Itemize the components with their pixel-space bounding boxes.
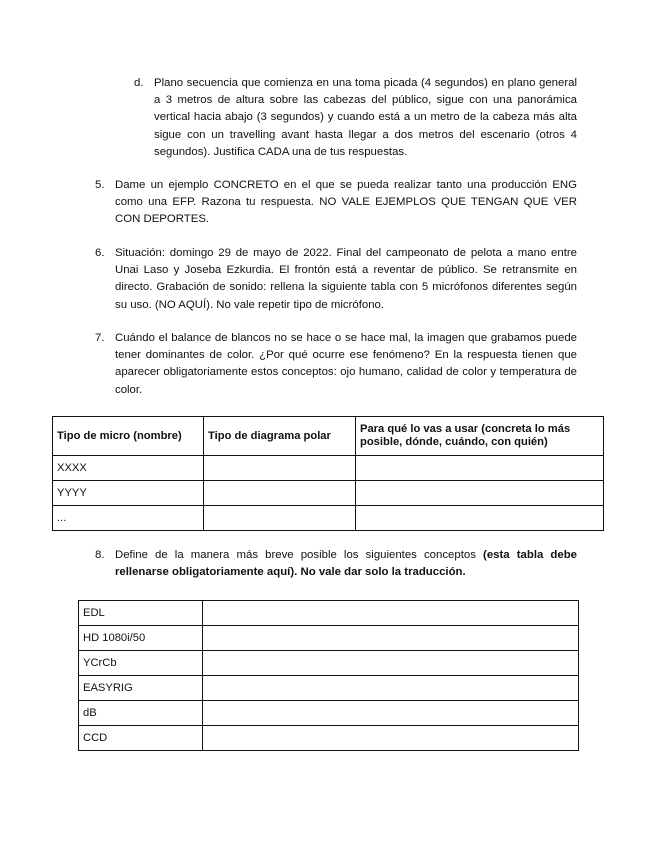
concept-definition-cell[interactable] (203, 726, 579, 751)
question-marker: 6. (95, 247, 105, 259)
table-row (79, 601, 579, 626)
question-7 (95, 330, 577, 399)
table-row (79, 626, 579, 651)
question-text (115, 547, 577, 581)
question-text: Dame un ejemplo CONCRETO en el que se pueda realizar tanto una producción ENG como una EFP. Razona tu respuesta. NO VALE EJEMPLOS QUE TENGAN QUE VER CON DEPORTES. (115, 179, 577, 226)
table-header-cell: Para qué lo vas a usar (concreta lo más posible, dónde, cuándo, con quién) (356, 417, 604, 456)
concept-term: YCrCb (79, 651, 203, 676)
table-cell[interactable] (356, 506, 604, 531)
concept-term: CCD (79, 726, 203, 751)
concept-term: EDL (79, 601, 203, 626)
table-cell[interactable]: ... (53, 506, 204, 531)
table-cell[interactable] (356, 456, 604, 481)
table-header-row (53, 417, 604, 456)
concepts-table (78, 600, 579, 751)
table-cell[interactable] (356, 481, 604, 506)
question-text-plain: Define de la manera más breve posible los siguientes conceptos (115, 549, 484, 561)
table-cell[interactable] (204, 506, 356, 531)
concept-term: EASYRIG (79, 676, 203, 701)
table-cell[interactable]: YYYY (53, 481, 204, 506)
question-6 (95, 245, 577, 314)
concept-definition-cell[interactable] (203, 626, 579, 651)
table-cell[interactable] (204, 456, 356, 481)
concept-definition-cell[interactable] (203, 601, 579, 626)
table-header-cell: Tipo de diagrama polar (204, 417, 356, 456)
table-cell[interactable]: XXXX (53, 456, 204, 481)
question-marker: 8. (95, 549, 105, 561)
table-cell[interactable] (204, 481, 356, 506)
question-text: Plano secuencia que comienza en una toma picada (4 segundos) en plano general a 3 metros de altura sobre las cabezas del público, sigue con una panorámica vertical hacia abajo (3 segundos) y cuando está a un metro de la cabeza más alta sigue con un travelling avant hasta llegar a dos metros del escenario (otros 4 segundos). Justifica CADA una de tus respuestas. (154, 77, 577, 158)
table-row (53, 456, 604, 481)
concept-term: dB (79, 701, 203, 726)
question-text: Situación: domingo 29 de mayo de 2022. Final del campeonato de pelota a mano entre Unai Laso y Joseba Ezkurdia. El frontón está a reventar de público. Se retransmite en directo. Grabación de sonido: rellena la siguiente tabla con 5 micrófonos diferentes según su uso. (NO AQUÍ). No vale repetir tipo de micrófono. (115, 247, 577, 311)
question-text-bold: (esta tabla debe rellenarse obligatoriamente aquí). No vale dar solo la traducción. (115, 549, 578, 579)
question-5 (95, 177, 577, 229)
concept-term: HD 1080i/50 (79, 626, 203, 651)
concept-definition-cell[interactable] (203, 701, 579, 726)
table-header-cell: Tipo de micro (nombre) (53, 417, 204, 456)
question-d (134, 75, 577, 161)
table-row (53, 481, 604, 506)
concept-definition-cell[interactable] (203, 676, 579, 701)
question-marker: 5. (95, 179, 105, 191)
question-text: Cuándo el balance de blancos no se hace o se hace mal, la imagen que grabamos puede tener dominantes de color. ¿Por qué ocurre ese fenómeno? En la respuesta tienen que aparecer obligatoriamente estos conceptos: ojo humano, calidad de color y temperatura de color. (115, 332, 577, 396)
microphone-table (52, 416, 604, 531)
table-row (79, 701, 579, 726)
table-row (53, 506, 604, 531)
table-row (79, 726, 579, 751)
question-marker: d. (134, 77, 144, 89)
question-marker: 7. (95, 332, 105, 344)
table-row (79, 676, 579, 701)
table-row (79, 651, 579, 676)
concept-definition-cell[interactable] (203, 651, 579, 676)
question-8 (95, 547, 578, 581)
